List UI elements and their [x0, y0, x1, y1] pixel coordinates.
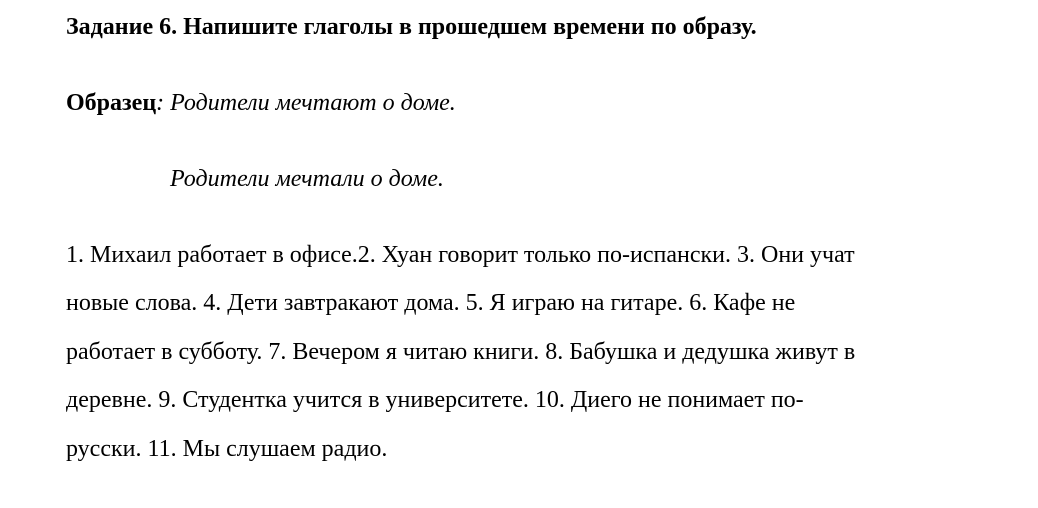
exercise-line: новые слова. 4. Дети завтракают дома. 5. Я играю на гитаре. 6. Кафе не [66, 290, 796, 316]
exercise-line: работает в субботу. 7. Вечером я читаю книги. 8. Бабушка и дедушка живут в [66, 339, 856, 365]
sample-colon: : [156, 90, 165, 116]
sample-past-sentence: Родители мечтали о доме. [170, 166, 444, 192]
exercise-line: 1. Михаил работает в офисе.2. Хуан говорит только по-испански. 3. Они учат [66, 242, 855, 268]
exercise-line: русски. 11. Мы слушаем радио. [66, 436, 388, 462]
sample-label: Образец [66, 90, 157, 116]
sample-line [66, 88, 456, 118]
task-title: Задание 6. Напишите глаголы в прошедшем времени по образу. [66, 14, 757, 40]
exercise-line: деревне. 9. Студентка учится в университете. 10. Диего не понимает по- [66, 387, 804, 413]
sample-present-sentence: Родители мечтают о доме. [164, 90, 456, 116]
